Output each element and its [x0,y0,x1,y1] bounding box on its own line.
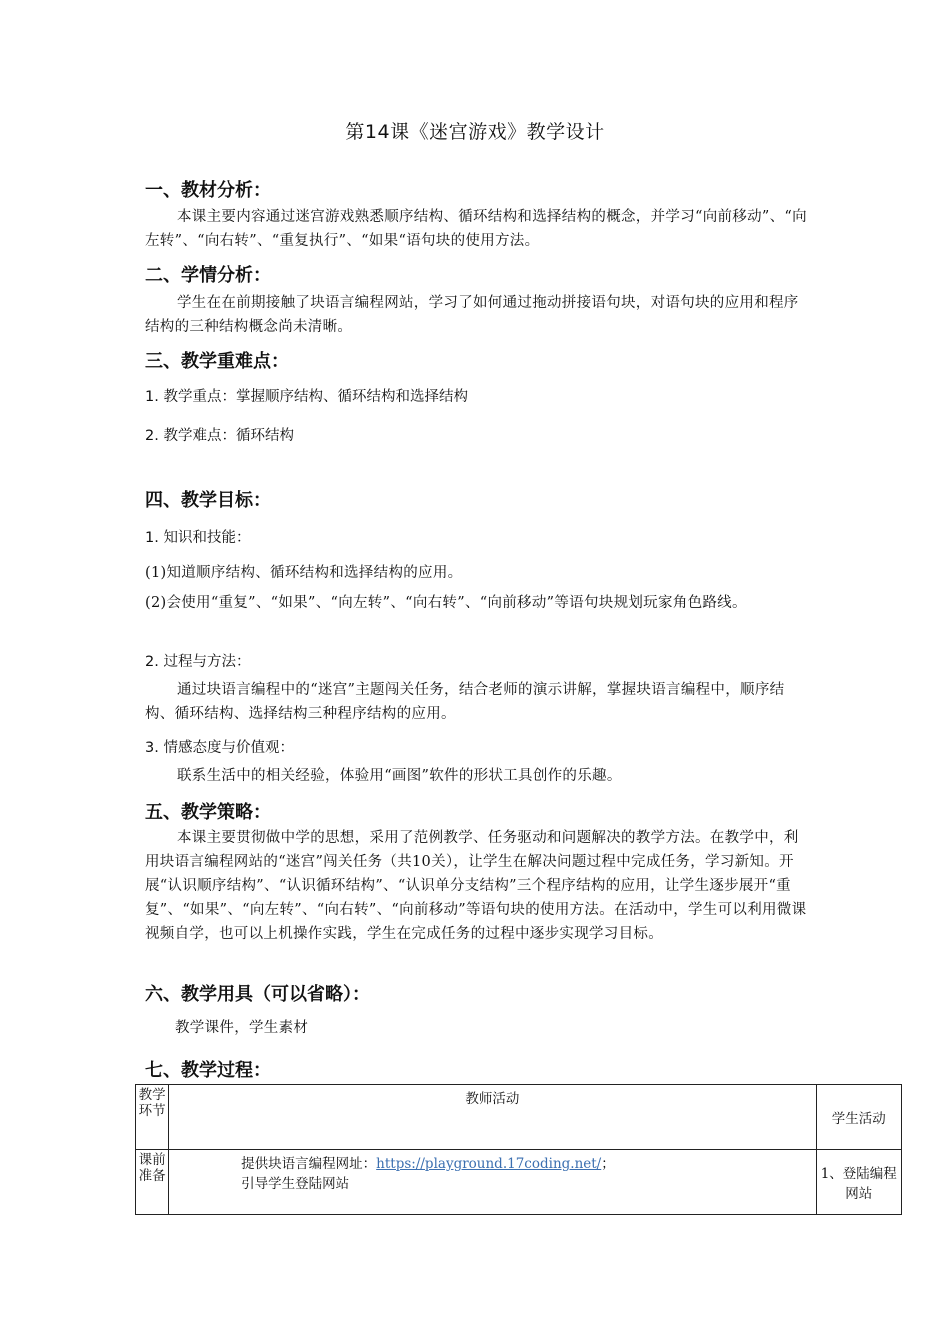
knowledge-skills-label: 1. 知识和技能： [145,530,251,546]
key-point-line [145,385,468,406]
section-heading-textbook-analysis: 一、教材分析： [145,180,271,201]
row-stage: 课前准备 [136,1150,169,1215]
row-student-activity: 1、登陆编程网站 [816,1150,901,1215]
teacher-activity-suffix: ； [601,1156,615,1172]
knowledge-item-1: (1)知道顺序结构、循环结构和选择结构的应用。 [145,565,463,581]
teacher-activity-line-2: 引导学生登陆网站 [241,1176,350,1192]
row-teacher-activity [169,1150,816,1215]
section-heading-key-points: 三、教学重难点： [145,351,289,372]
coding-site-link[interactable]: https://playground.17coding.net/ [376,1156,602,1172]
section-heading-student-analysis: 二、学情分析： [145,265,271,286]
textbook-analysis-text: 本课主要内容通过迷宫游戏熟悉顺序结构、循环结构和选择结构的概念，并学习“向前移动”、“向左转”、“向右转”、“重复执行”、“如果“语句块的使用方法。 [145,209,807,249]
key-point-label: 1. 教学重点： [145,389,236,405]
difficulty-value: 循环结构 [235,428,294,444]
document-title: 第14课《迷宫游戏》教学设计 [345,121,605,143]
section-heading-strategy: 五、教学策略： [145,802,271,823]
process-method-label: 2. 过程与方法： [145,654,251,670]
section-heading-process: 七、教学过程： [145,1060,271,1081]
header-stage: 教学环节 [136,1085,169,1150]
tools-text: 教学课件，学生素材 [175,1020,309,1036]
difficulty-label: 2. 教学难点： [145,428,236,444]
header-teacher-activity: 教师活动 [169,1085,816,1150]
process-method-text: 通过块语言编程中的“迷宫”主题闯关任务，结合老师的演示讲解，掌握块语言编程中，顺序结构、循环结构、选择结构三种程序结构的应用。 [145,682,785,722]
student-analysis-text: 学生在在前期接触了块语言编程网站，学习了如何通过拖动拼接语句块，对语句块的应用和程序结构的三种结构概念尚未清晰。 [145,295,799,335]
emotion-values-text: 联系生活中的相关经验，体验用“画图”软件的形状工具创作的乐趣。 [177,768,622,784]
teaching-process-table [135,1084,902,1215]
header-student-activity: 学生活动 [816,1085,901,1150]
emotion-values-label: 3. 情感态度与价值观： [145,740,294,756]
teacher-activity-line-1 [241,1152,813,1172]
strategy-text: 本课主要贯彻做中学的思想，采用了范例教学、任务驱动和问题解决的教学方法。在教学中，利用块语言编程网站的“迷宫”闯关任务（共10关），让学生在解决问题过程中完成任务，学习新知。开展“认识顺序结构”、“认识循环结构”、“认识单分支结构”三个程序结构的应用，让学生逐步展开“重复”、“如果”、“向左转”、“向右转”、“向前移动”等语句块的使用方法。在活动中，学生可以利用微课视频自学，也可以上机操作实践，学生在完成任务的过程中逐步实现学习目标。 [145,830,807,942]
table-header-row [136,1085,902,1150]
knowledge-item-2: (2)会使用“重复”、“如果”、“向左转”、“向右转”、“向前移动”等语句块规划玩家角色路线。 [145,595,747,611]
section-heading-tools: 六、教学用具（可以省略）： [145,984,370,1005]
section-heading-objectives: 四、教学目标： [145,490,271,511]
teacher-activity-prefix: 提供块语言编程网址： [241,1156,377,1172]
key-point-value: 掌握顺序结构、循环结构和选择结构 [235,389,468,405]
table-row [136,1150,902,1215]
difficulty-line [145,424,294,445]
